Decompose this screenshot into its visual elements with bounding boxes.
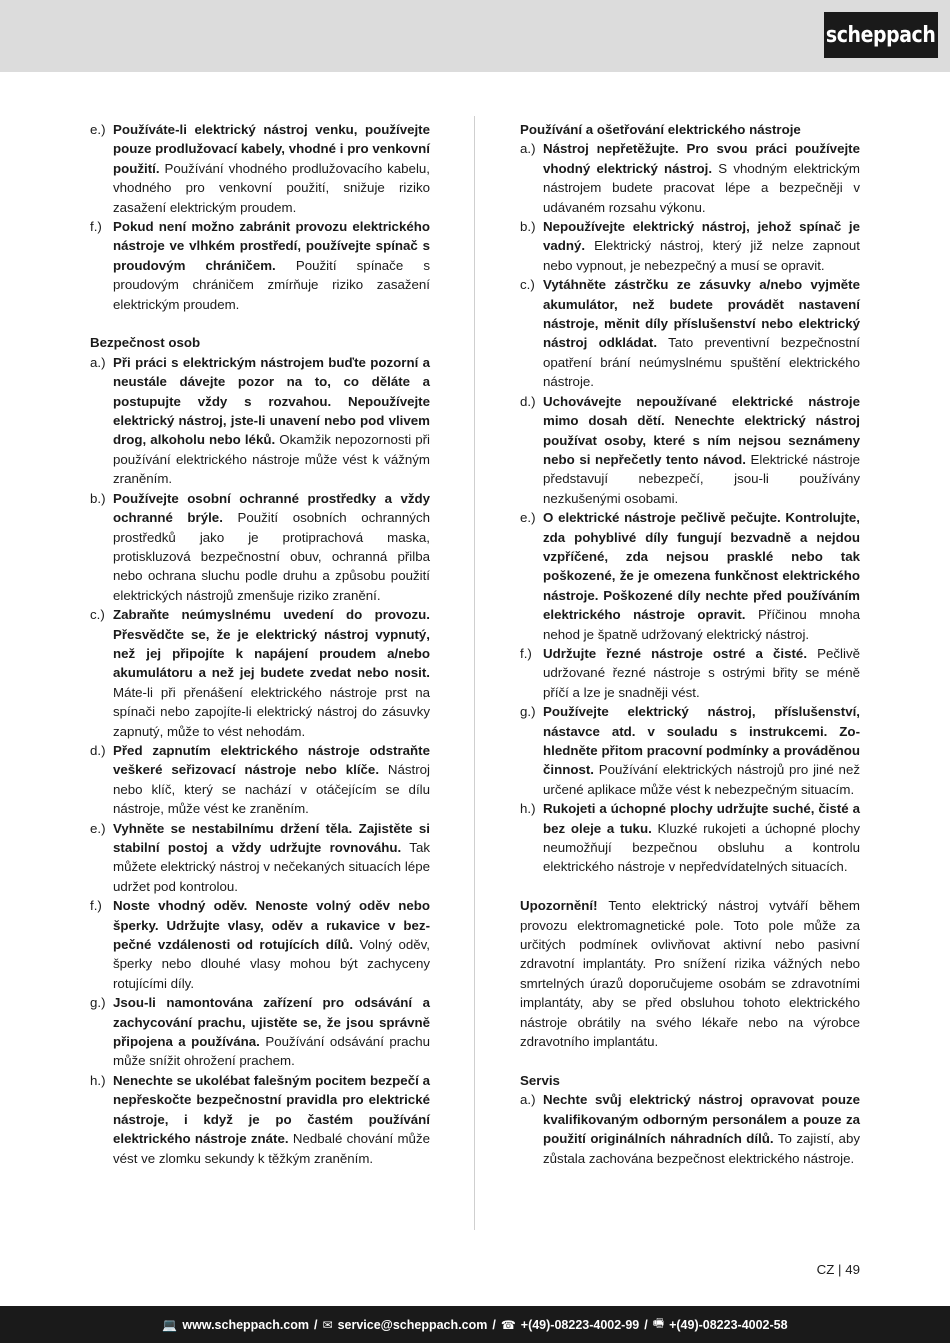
list-item (90, 605, 430, 741)
footer-contact (162, 1314, 787, 1335)
item-bold: Při práci s elektrickým nástrojem buďte pozorní a neustále dávejte pozor na to, co děláte a postupujte vždy s rozvahou. Nepoužívejte elektrický nástroj, jste-li unavení nebo pod vlivem drog, alkoholu nebo léků. (113, 354, 430, 448)
scheppach-logo (824, 12, 938, 58)
item-letter: f.) (520, 645, 532, 661)
section-title-service: Servis (520, 1072, 560, 1088)
item-bold: Nenechte se ukolébat falešným pocitem bezpečí a nepřeskočte bezpečnostní pravidla pro elektrické nástroje, i když je po častém používání elektrického nástroje znáte. (113, 1072, 430, 1147)
footer-phone: +(49)-08223-4002-99 (520, 1317, 640, 1332)
footer-separator: / (644, 1317, 648, 1332)
item-body: Okamžik nepozornosti při používání elektrického nástroje může vést k vážným zraněním. (113, 432, 430, 487)
list-item (520, 702, 860, 799)
item-letter: e.) (520, 510, 536, 526)
computer-icon: 💻 (162, 1317, 178, 1332)
item-letter: b.) (520, 219, 536, 235)
item-body: Používání vhodného prodlužovacího kabelu, vhodného pro venkovní použití, snižuje riziko zasažení elektrickým proudem. (113, 160, 430, 215)
item-bold: Používejte elektrický nástroj, příslušenství, nástavce atd. v souladu s instrukcemi. Zohledněte přitom pracovní podmínky a prováděnou činnost. (543, 704, 860, 778)
item-bold: Noste vhodný oděv. Nenoste volný oděv nebo šperky. Udržujte vlasy, oděv a rukavice v bezpečné vzdálenosti od rotujících dílů. (113, 898, 430, 953)
item-bold: Nepoužívejte elektrický nástroj, jehož spínač je vadný. (543, 219, 860, 254)
item-bold: Vytáhněte zástrčku ze zásuvky a/nebo vyjměte akumulátor, než budete provádět nastavení nástroje, měnit díly příslušenství nebo elektrický nástroj odkládat. (543, 277, 860, 351)
list-item (520, 217, 860, 275)
warning-body: Tento elektrický nástroj vytváří během provozu elektromagnetické pole. Toto pole může za určitých podmínek ovlivňovat aktivní nebo pasivní zdravotní implantáty. Pro snížení rizika vážných nebo smrtelných úrazů doporučujeme osobám se zdravotními implantáty, aby se před obsluhou tohoto elektrického nástroje obrátily na svého lékaře nebo na výrobce zdravotního implantátu. (520, 898, 860, 1050)
item-body: Máte-li při přenášení elektrického nástroje prst na spínači nebo zapojíte-li elektrický nástroj do zásuvky zapnutý, může to vést nehodám. (113, 684, 430, 739)
fax-icon: 🖷 (652, 1316, 665, 1330)
footer-website[interactable]: www.scheppach.com (182, 1317, 310, 1332)
section-title-tool-use: Používání a ošetřování elektrického nástroje (520, 122, 801, 137)
item-letter: g.) (90, 995, 106, 1011)
item-letter: c.) (90, 607, 105, 623)
list-item (520, 644, 860, 702)
left-column (90, 120, 430, 1168)
warning-paragraph (520, 896, 860, 1051)
item-bold: Udržujte řezné nástroje ostré a čisté. (543, 645, 808, 661)
list-item (520, 139, 860, 217)
item-bold: Uchovávejte nepoužívané elektrické nástroje mimo dosah dětí. Nenechte elektrický nástroj používat osoby, které s ním nejsou seznámeny nebo si nepřečetly tento návod. (543, 393, 860, 467)
right-column (520, 120, 860, 1168)
item-body: Tato preventivní bezpečnostní opatření brání neúmyslnému spuštění elektrického nástroje. (543, 335, 860, 390)
item-bold: Jsou-li namontována zařízení pro odsávání a zachycování prachu, ujistěte se, že jsou správně připojena a používána. (113, 995, 430, 1050)
list-item (90, 120, 430, 217)
list-item (520, 1090, 860, 1168)
item-letter: c.) (520, 277, 535, 293)
item-body: Nedbalé chování může vést ve zlomku sekundy k těžkým zraněním. (113, 1131, 430, 1166)
list-item (90, 489, 430, 605)
item-body: Elektrický nástroj, který již nelze zapnout nebo vypnout, je nebezpečný a musí se opravit. (543, 238, 860, 273)
item-body: To zajistí, aby zůstala zachována bezpečnost elektrického nástroje. (543, 1131, 860, 1166)
item-bold: Vyhněte se nestabilnímu držení těla. Zajistěte si stabilní postoj a vždy udržujte rovnováhu. (113, 820, 430, 856)
item-bold: Pokud není možno zabránit provozu elektrického nástroje ve vlhkém prostředí, používejte spínač s proudovým chráničem. (113, 219, 430, 273)
list-item (520, 275, 860, 391)
item-letter: e.) (90, 820, 106, 836)
item-bold: O elektrické nástroje pečlivě pečujte. Kontrolujte, zda pohyblivé díly fungují bezvadně a nejdou vzpříčené, zda nejsou prasklé nebo tak poškozené, že je omezena funkčnost elektrického nástroje. Poškozené díly nechte před používáním elektrického nástroje opravit. (543, 510, 860, 623)
item-body: Použití spínače s proudovým chráničem zmírňuje riziko zasažení elektrickým proudem. (113, 257, 430, 312)
list-item (520, 392, 860, 508)
item-letter: f.) (90, 219, 102, 235)
list-item (90, 896, 430, 993)
section-title-personal-safety: Bezpečnost osob (90, 335, 201, 351)
item-bold: Nechte svůj elektrický nástroj opravovat pouze kvalifikovaným odborným personálem a pouze za použití originálních náhradních dílů. (543, 1092, 860, 1147)
footer-email[interactable]: service@scheppach.com (337, 1317, 488, 1332)
item-body: Nástroj nebo klíč, který se nachází v otáčejícím se dílu nástroje, může vést ke zraněním. (113, 762, 431, 817)
item-letter: f.) (90, 898, 102, 914)
item-bold: Před zapnutím elektrického nástroje odstraňte veškeré seřizovací nástroje nebo klíče. (113, 742, 430, 778)
list-item (520, 799, 860, 877)
item-body: Příčinou mnoha nehod je špatně udržovaný elektrický nástroj. (543, 607, 861, 642)
item-body: Použití osobních ochranných prostředků jako je protiprachová maska, protiskluzová bezpečnostní obuv, ochranná přilba nebo ochrana sluchu podle druhu a způsobu použití elektrických nástrojů zmenšuje riziko zranění. (113, 510, 430, 603)
list-item (90, 353, 430, 489)
footer-fax: +(49)-08223-4002-58 (669, 1317, 788, 1332)
list-item (90, 741, 430, 819)
item-bold: Zabraňte neúmyslnému uvedení do provozu. Přesvědčte se, že je elektrický nástroj vypnutý, než jej připojíte k napájení proudem a/nebo akumulátoru a než jej budete zvedat nebo nosit. (113, 607, 430, 681)
item-bold: Používejte osobní ochranné prostředky a vždy ochranné brýle. (113, 490, 430, 526)
item-bold: Rukojeti a úchopné plochy udržujte suché, čisté a bez oleje a tuku. (543, 801, 860, 836)
top-header-bar (0, 0, 950, 72)
item-body: Pečlivě udržované řezné nástroje s ostrými břity se méně příčí a lze je snadněji vést. (543, 645, 860, 700)
item-bold: Nástroj nepřetěžujte. Pro svou práci používejte vhodný elektrický nástroj. (543, 141, 860, 176)
item-body: Tak můžete elektrický nástroj v nečekaných situacích lépe udržet pod kontrolou. (113, 840, 430, 894)
item-letter: h.) (520, 801, 536, 817)
list-item (90, 1071, 430, 1168)
item-body: Kluzké rukojeti a úchopné plochy neumožňují bezpečnou obsluhu a kontrolu elektrického nástroje v nepředvídatelných situacích. (543, 820, 860, 875)
item-bold: Používáte-li elektrický nástroj venku, používejte pouze prodlužovací kabely, vhodné i pro venkovní použití. (113, 122, 430, 176)
mail-icon: ✉ (322, 1317, 333, 1332)
item-body: Používání elektrických nástrojů pro jiné než určené aplikace může vést k nebezpečným situacím. (543, 762, 860, 797)
footer-separator: / (314, 1317, 318, 1332)
item-letter: a.) (520, 1092, 536, 1108)
item-letter: h.) (90, 1072, 106, 1088)
item-body: Používání odsávání prachu může snížit ohrožení prachem. (113, 1034, 431, 1069)
item-letter: e.) (90, 122, 106, 137)
phone-icon: ☎ (500, 1317, 516, 1332)
list-item (90, 217, 430, 314)
item-body: Volný oděv, šperky nebo dlouhé vlasy mohou být zachyceny rotujícími díly. (113, 937, 430, 991)
logo-text: scheppach (826, 22, 936, 48)
column-divider (474, 116, 475, 1230)
item-letter: d.) (90, 742, 106, 758)
list-item (90, 993, 430, 1071)
list-item (90, 819, 430, 897)
warning-label: Upozornění! (520, 898, 598, 914)
item-body: S vhodným elektrickým nástrojem budete pracovat lépe a bezpečněji v udávaném rozsahu výkonu. (543, 160, 860, 215)
item-letter: b.) (90, 490, 106, 506)
footer-separator: / (492, 1317, 496, 1332)
item-letter: a.) (90, 354, 106, 370)
item-letter: g.) (520, 704, 536, 720)
item-letter: a.) (520, 141, 536, 157)
item-letter: d.) (520, 393, 536, 409)
list-item (520, 508, 860, 644)
footer-bar (0, 1306, 950, 1343)
item-body: Elektrické nástroje představují nebezpečí, jsou-li používány nezkušenými osobami. (543, 451, 860, 506)
page-number: CZ | 49 (816, 1262, 860, 1277)
